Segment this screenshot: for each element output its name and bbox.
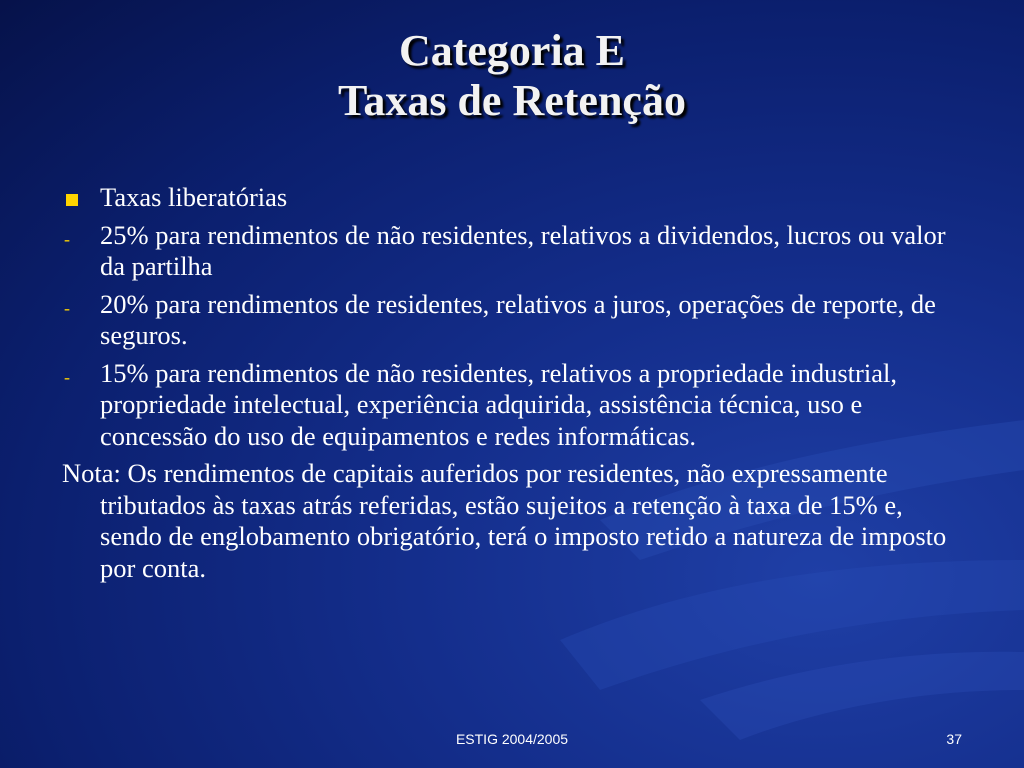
title-line-1: Categoria E — [398, 26, 626, 75]
list-item — [62, 358, 962, 453]
page-number: 37 — [946, 731, 962, 747]
bullet-item — [62, 182, 962, 214]
slide-body — [62, 182, 962, 584]
dash-marker: - — [64, 297, 70, 318]
square-bullet-icon — [62, 182, 78, 214]
dash-marker: - — [64, 366, 70, 387]
list-item-text: 15% para rendimentos de não residentes, relativos a propriedade industrial, propriedade intelectual, experiência adquirida, assistência técnica, uso e concessão do uso de equipamentos e redes informáticas. — [100, 357, 897, 451]
title-line-2: Taxas de Retenção — [338, 76, 686, 125]
list-item-text: 20% para rendimentos de residentes, relativos a juros, operações de reporte, de seguros. — [100, 288, 936, 350]
bullet-text: Taxas liberatórias — [100, 182, 288, 212]
list-item — [62, 289, 962, 352]
footer-label: ESTIG 2004/2005 — [455, 731, 569, 747]
note-paragraph: Nota: Os rendimentos de capitais auferidos por residentes, não expressamente tributados às taxas atrás referidas, estão sujeitos a retenção à taxa de 15% e, sendo de englobamento obrigatório, terá o imposto retido a natureza de imposto por conta. — [62, 458, 947, 583]
list-item — [62, 220, 962, 283]
dash-marker: - — [64, 228, 70, 249]
slide-title — [0, 26, 1024, 126]
list-item-text: 25% para rendimentos de não residentes, relativos a dividendos, lucros ou valor da partilha — [100, 219, 946, 281]
